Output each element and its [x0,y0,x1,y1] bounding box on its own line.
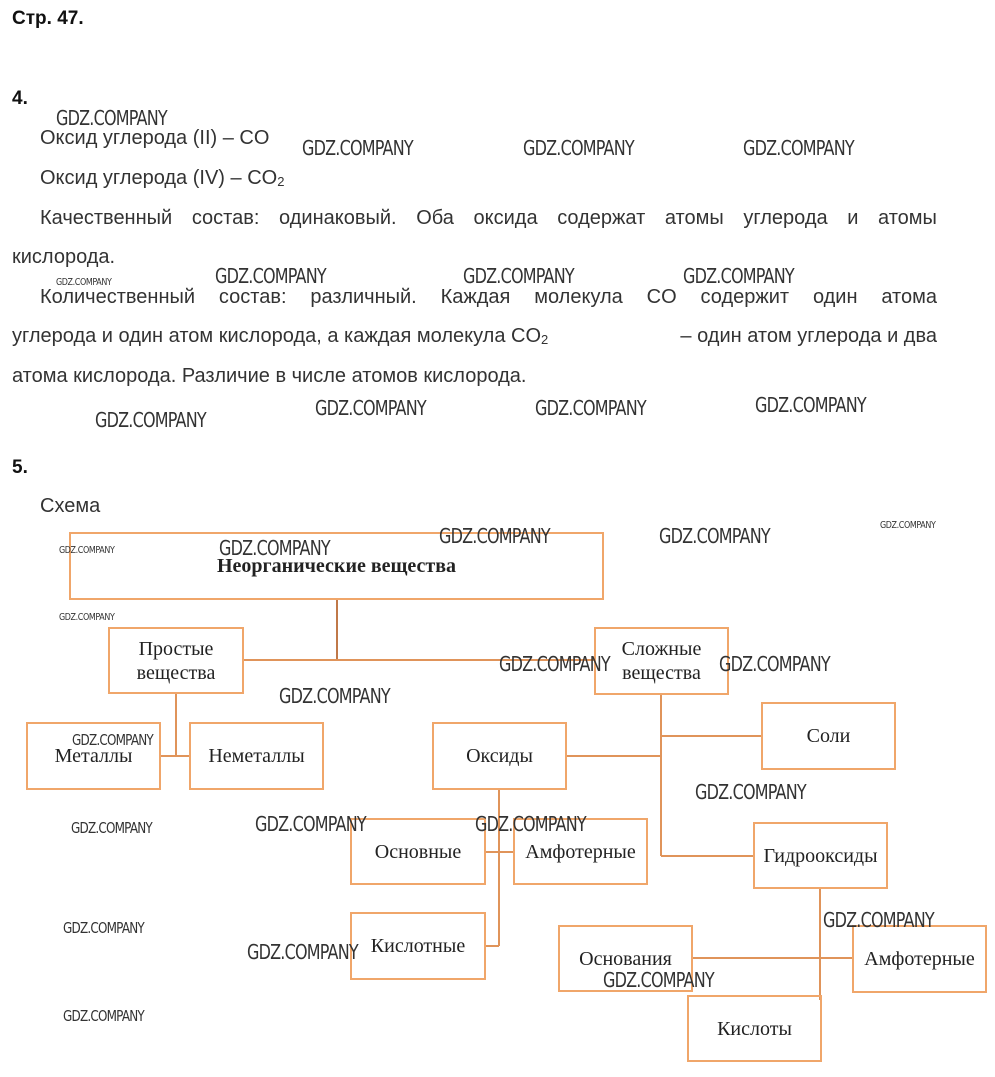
task-4-line-co2: Оксид углерода $(IV) - CO_2$ [40,167,285,189]
watermark: GDZ.COMPANY [247,940,358,964]
watermark: GDZ.COMPANY [475,812,586,836]
page-heading: Стр. 47. [12,8,84,29]
box-complex-substances: Сложные вещества [594,627,729,695]
box-nonmetals: Неметаллы [189,722,324,790]
box-acidic-oxides: Кислотные [350,912,486,980]
box-hydroxides: Гидрооксиды [753,822,888,889]
watermark: GDZ.COMPANY [659,524,770,548]
watermark: GDZ.COMPANY [535,396,646,420]
task-4-para-2-line-3: атома кислорода. Различие в числе атомов кислорода. [12,365,527,387]
watermark: GDZ.COMPANY [695,780,806,804]
watermark: GDZ.COMPANY [59,612,115,623]
box-bases: Основания [558,925,693,992]
watermark: GDZ.COMPANY [603,968,714,992]
watermark: GDZ.COMPANY [499,652,610,676]
watermark: GDZ.COMPANY [439,524,550,548]
task-4-para-2-line-1: Количественный состав: различный. Каждая молекула CO содержит один атома [40,286,937,308]
box-basic-oxides: Основные [350,818,486,885]
watermark: GDZ.COMPANY [719,652,830,676]
watermark: GDZ.COMPANY [56,106,167,130]
watermark: GDZ.COMPANY [755,393,866,417]
box-amphoteric-hydroxides: Амфотерные [852,925,987,993]
task-5-number: 5. [12,457,28,478]
watermark: GDZ.COMPANY [302,136,413,160]
task-4-number: 4. [12,88,28,109]
watermark: GDZ.COMPANY [95,408,206,432]
box-oxides: Оксиды [432,722,567,790]
box-simple-substances: Простые вещества [108,627,244,694]
task-4-para-1-line-2: кислорода. [12,246,116,268]
watermark: GDZ.COMPANY [315,396,426,420]
watermark: GDZ.COMPANY [823,908,934,932]
box-metals: Металлы [26,722,161,790]
watermark: GDZ.COMPANY [279,684,390,708]
watermark: GDZ.COMPANY [683,264,794,288]
scheme-caption: Схема [40,495,101,517]
watermark: GDZ.COMPANY [463,264,574,288]
watermark: GDZ.COMPANY [59,545,115,556]
watermark: GDZ.COMPANY [219,536,330,560]
watermark: GDZ.COMPANY [56,277,112,288]
task-4-line-co: Оксид углерода (II) – CO [40,127,270,149]
watermark: GDZ.COMPANY [71,819,152,837]
watermark: GDZ.COMPANY [63,919,144,937]
watermark: GDZ.COMPANY [72,731,153,749]
watermark: GDZ.COMPANY [523,136,634,160]
task-4-para-1-line-1: Качественный состав: одинаковый. Оба оксида содержат атомы углерода и атомы [40,207,937,229]
watermark: GDZ.COMPANY [215,264,326,288]
box-salts: Соли [761,702,896,770]
watermark: GDZ.COMPANY [63,1007,144,1025]
watermark: GDZ.COMPANY [880,520,936,531]
watermark: GDZ.COMPANY [743,136,854,160]
box-acids: Кислоты [687,995,822,1062]
task-4-para-2-line-2: углерода и один атом кислорода, а каждая молекула $CO_2$ – один атом углерода и два [12,325,937,347]
box-amphoteric-oxides: Амфотерные [513,818,648,885]
watermark: GDZ.COMPANY [255,812,366,836]
box-inorganic-substances: Неорганические вещества [69,532,604,600]
